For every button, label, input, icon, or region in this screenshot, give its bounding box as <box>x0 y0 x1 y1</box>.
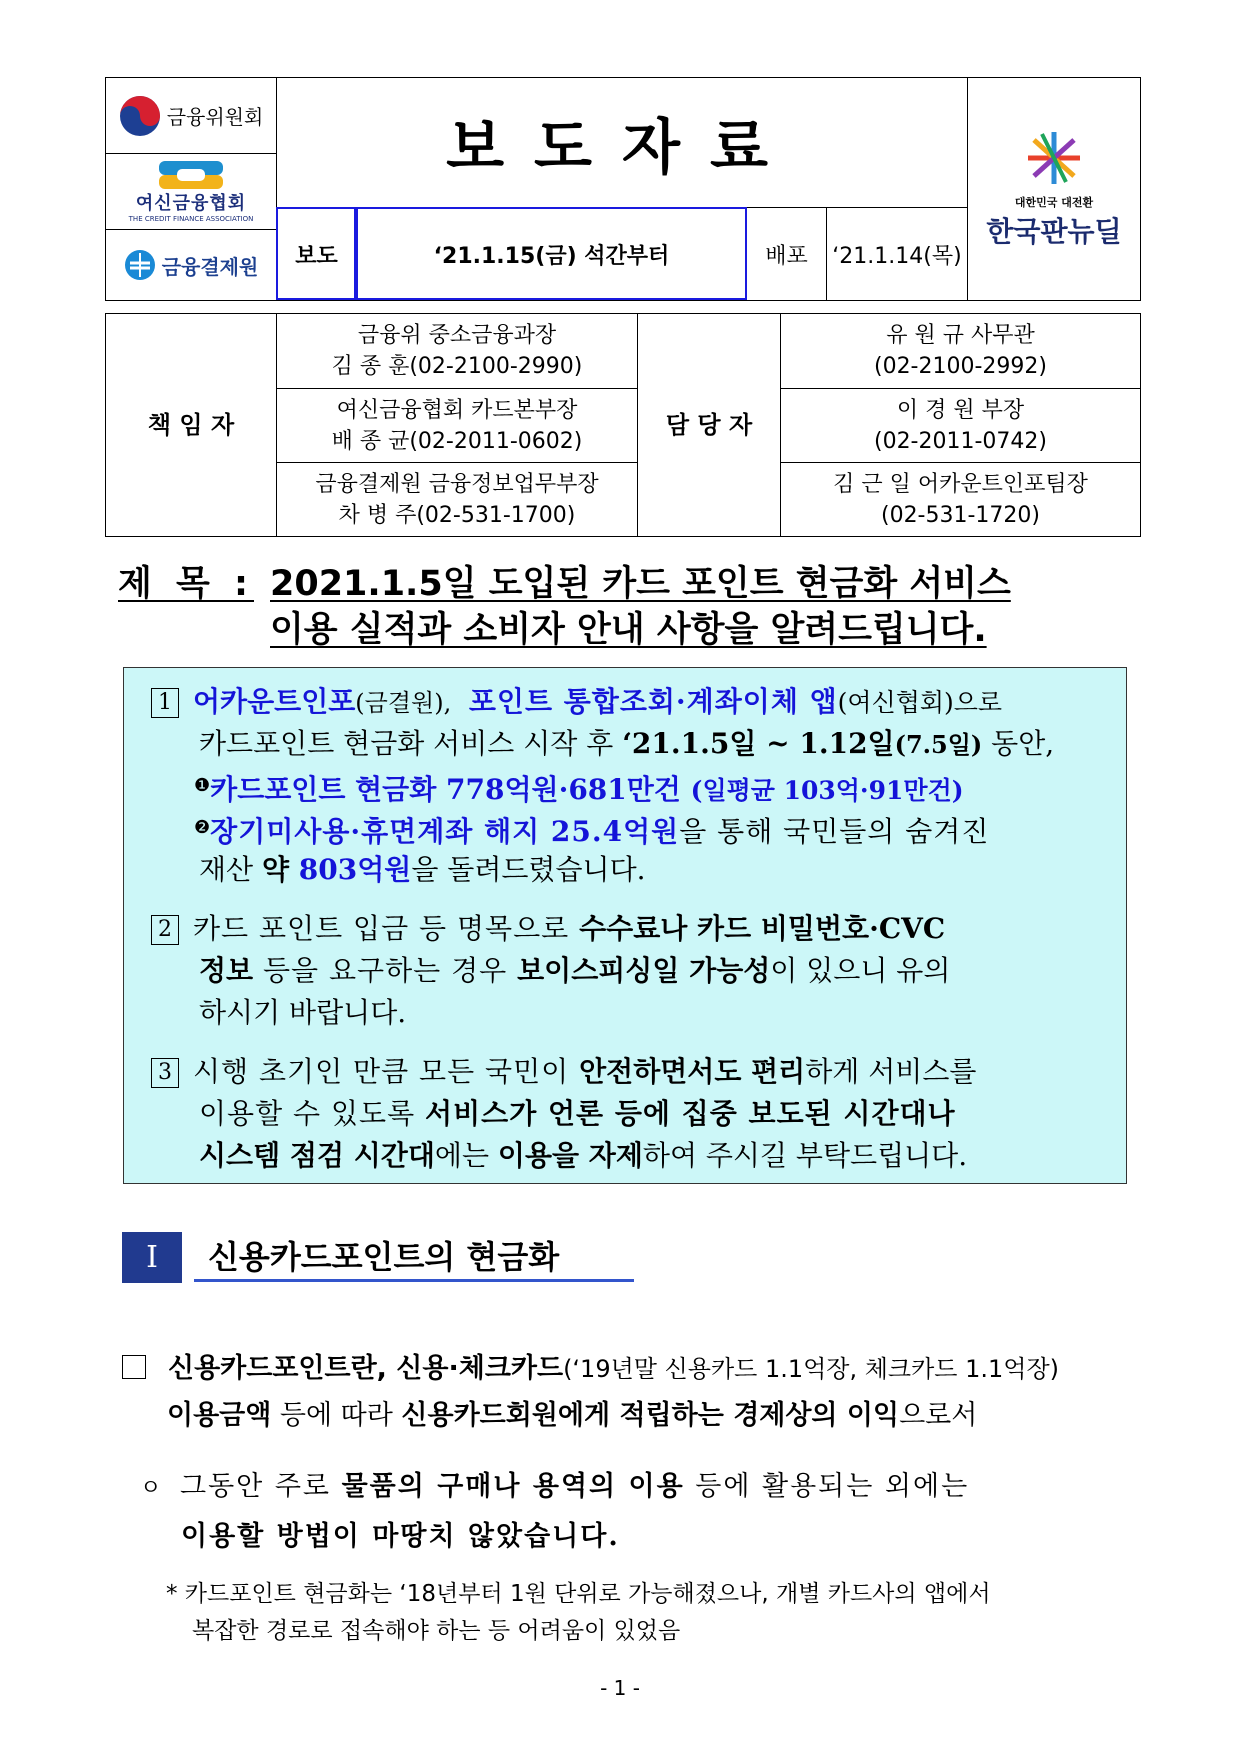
p2-pretext: 카드 포인트 입금 등 명목으로 <box>193 912 580 945</box>
staff-1-phone: (02-2100-2992) <box>873 354 1047 379</box>
responsible-2-person: 배 종 균(02-2011-0602) <box>331 428 583 454</box>
summary-p1-line3 <box>194 765 964 812</box>
org2-name: 여신금융협회 <box>135 192 247 214</box>
summary-p1-line4 <box>194 807 989 853</box>
kftc-emblem-icon <box>124 249 156 281</box>
b1-definition: 신용카드포인트란, 신용·체크카드 <box>168 1353 564 1384</box>
release-label-highlight <box>276 207 356 300</box>
staff-2-phone: (02-2011-0742) <box>873 428 1047 454</box>
responsible-2-dept: 여신금융협회 카드본부장 <box>336 397 578 423</box>
summary-p3-line1 <box>151 1051 976 1093</box>
p1-kftc: (금결원), <box>355 689 459 717</box>
section-number: Ⅰ <box>122 1232 182 1283</box>
new-deal-emblem-icon <box>1024 128 1084 188</box>
bullet-2-icon: ❷ <box>194 817 211 838</box>
dist-label: 배포 <box>765 243 808 269</box>
summary-p3-line2 <box>199 1093 956 1135</box>
body-bullet-1-line1 <box>122 1346 1059 1385</box>
staff-label: 담 당 자 <box>665 410 753 439</box>
body-bullet-2-line1 <box>140 1464 969 1503</box>
p3-peak: 서비스가 언론 등에 집중 보도된 시간대나 <box>425 1097 956 1130</box>
new-deal-big: 한국판뉴딜 <box>986 215 1122 248</box>
p1-returned: 을 돌려드렸습니다. <box>411 853 646 886</box>
responsible-1-dept: 금융위 중소금융과장 <box>357 323 557 348</box>
p3-maintenance: 시스템 점검 시간대 <box>199 1139 435 1172</box>
p2-caution: 이 있으니 유의 <box>770 954 951 987</box>
summary-box <box>123 667 1127 1184</box>
subject-line-2: 이용 실적과 소비자 안내 사항을 알려드립니다. <box>270 610 987 650</box>
summary-num-2: 2 <box>151 915 179 945</box>
page-number: - 1 - <box>600 1676 640 1700</box>
b1-according: 등에 따라 <box>271 1400 402 1431</box>
p1-dormant: 장기미사용·휴면계좌 해지 25.4억원 <box>210 815 680 848</box>
new-deal-small: 대한민국 대전환 <box>1014 196 1094 209</box>
p2-request: 등을 요구하는 경우 <box>253 954 518 987</box>
org3-name: 금융결제원 <box>161 254 259 279</box>
subject-label: 제 목 : <box>118 564 254 604</box>
b1-as: 으로서 <box>899 1400 978 1431</box>
p2-phishing: 보이스피싱일 가능성 <box>517 954 771 987</box>
p1-daily-avg: (일평균 103억·91만건) <box>690 776 964 805</box>
summary-num-1: 1 <box>151 688 179 718</box>
summary-num-3: 3 <box>151 1058 179 1088</box>
b2-mainly: 그동안 주로 <box>180 1471 342 1502</box>
org1-name: 금융위원회 <box>166 105 264 129</box>
release-value-highlight <box>356 207 747 300</box>
staff-2-person: 이 경 원 부장 <box>896 397 1025 423</box>
subject-line-1: 2021.1.5일 도입된 카드 포인트 현금화 서비스 <box>270 564 1011 604</box>
responsible-label: 책 임 자 <box>147 410 235 439</box>
p2-info: 정보 <box>199 954 254 987</box>
staff-3-phone: (02-531-1720) <box>880 502 1041 528</box>
responsible-2 <box>277 389 637 462</box>
p1-cash-amount: 카드포인트 현금화 778억원·681만건 <box>210 773 691 806</box>
bullet-1-icon: ❶ <box>194 775 211 796</box>
p2-end: 하시기 바랍니다. <box>199 996 407 1029</box>
p1-assets: 재산 <box>199 853 262 886</box>
staff-1 <box>781 314 1140 388</box>
p1-total: 803억원 <box>298 853 412 886</box>
p2-fee-password: 수수료나 카드 비밀번호·CVC <box>579 912 946 945</box>
org2-sub: THE CREDIT FINANCE ASSOCIATION <box>128 214 254 223</box>
p3-service: 하게 서비스를 <box>805 1055 977 1088</box>
summary-p1-line1 <box>151 681 1002 724</box>
responsible-3-person: 차 병 주(02-531-1700) <box>338 502 576 528</box>
summary-p2-line2 <box>199 950 950 992</box>
b2-purchase: 물품의 구매나 용역의 이용 <box>341 1471 685 1502</box>
b1-amount: 이용금액 <box>167 1400 272 1431</box>
p3-refrain: 이용을 자제 <box>497 1139 643 1172</box>
p3-request: 하여 주시길 부탁드립니다. <box>642 1139 968 1172</box>
p1-period: ‘21.1.5일 ~ 1.12일 <box>622 727 895 760</box>
staff-2 <box>781 389 1140 462</box>
page-title: 보도자료 <box>446 112 798 183</box>
cfa-logo <box>106 154 276 229</box>
body-bullet-2-line2: 이용할 방법이 마땅치 않았습니다. <box>181 1521 620 1552</box>
o-bullet-icon: ㅇ <box>140 1476 162 1501</box>
checkbox-icon <box>122 1355 146 1379</box>
b2-besides: 등에 활용되는 외에는 <box>684 1471 970 1502</box>
release-value: ‘21.1.15(금) 석간부터 <box>433 243 670 269</box>
p1-days: (7.5일) <box>894 730 983 759</box>
p3-use: 이용할 수 있도록 <box>199 1097 426 1130</box>
p3-in: 에는 <box>434 1139 498 1172</box>
body-bullet-1-line2 <box>167 1393 977 1432</box>
b1-stats: (‘19년말 신용카드 1.1억장, 체크카드 1.1억장) <box>563 1355 1060 1383</box>
p1-about: 약 <box>262 853 299 886</box>
p3-pretext: 시행 초기인 만큼 모든 국민이 <box>193 1055 580 1088</box>
responsible-3-dept: 금융결제원 금융정보업무부장 <box>315 471 599 497</box>
p1-cfa: (여신협회)으로 <box>837 688 1003 717</box>
release-label: 보도 <box>295 243 338 269</box>
staff-3-person: 김 근 일 어카운트인포팀장 <box>833 471 1088 497</box>
responsible-1-person: 김 종 훈(02-2100-2990) <box>331 354 583 379</box>
b1-benefit: 신용카드회원에게 적립하는 경제상의 이익 <box>401 1400 900 1431</box>
cfa-emblem-icon <box>159 161 223 189</box>
p1-service-start: 카드포인트 현금화 서비스 시작 후 <box>199 727 623 760</box>
contact-table <box>105 313 1141 537</box>
note-line-1: * 카드포인트 현금화는 ‘18년부터 1원 단위로 가능해졌으나, 개별 카드사의 앱에서 <box>166 1581 991 1607</box>
summary-p1-line2 <box>199 723 1054 766</box>
summary-p2-line3 <box>199 992 406 1034</box>
p1-return-text: 을 통해 국민들의 숨겨진 <box>679 815 990 848</box>
p1-app: 포인트 통합조회·계좌이체 앱 <box>468 685 838 718</box>
kftc-logo <box>106 230 276 300</box>
taegeuk-icon <box>119 95 161 137</box>
new-deal-logo <box>968 78 1140 300</box>
p3-safe: 안전하면서도 편리 <box>579 1055 806 1088</box>
subject <box>118 561 1148 653</box>
p1-accountinfo: 어카운트인포 <box>193 685 356 718</box>
responsible-1 <box>277 314 637 388</box>
summary-p1-line5 <box>199 849 646 891</box>
p1-during: 동안, <box>982 727 1055 760</box>
summary-p3-line3 <box>199 1135 967 1177</box>
responsible-3 <box>277 463 637 536</box>
press-header-table <box>105 77 1141 301</box>
summary-p2-line1 <box>151 908 945 950</box>
fsc-logo <box>106 78 276 153</box>
note-line-2: 복잡한 경로로 접속해야 하는 등 어려움이 있었음 <box>192 1618 681 1644</box>
staff-3 <box>781 463 1140 536</box>
section-title: 신용카드포인트의 현금화 <box>194 1234 634 1282</box>
dist-value: ‘21.1.14(목) <box>832 243 962 269</box>
staff-1-person: 유 원 규 사무관 <box>886 323 1035 348</box>
